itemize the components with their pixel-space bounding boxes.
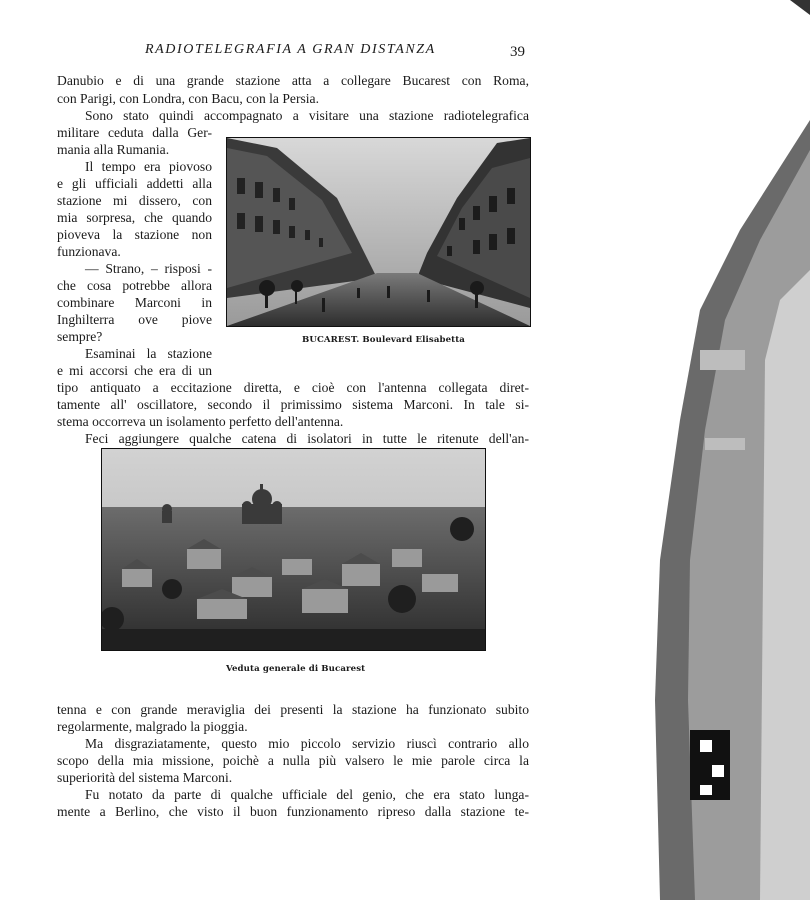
text-line: stazione mi dissero, con xyxy=(57,193,212,208)
text-line: Fu notato da parte di qualche ufficiale del genio, che era stato lunga- xyxy=(85,787,529,802)
text-line: stema occorreva un isolamento perfetto dell'antenna. xyxy=(57,414,344,429)
city-panorama-photo xyxy=(101,448,486,651)
text-line: funzionava. xyxy=(57,244,121,259)
text-line: tamente all' oscillatore, secondo il primissimo sistema Marconi. In tale si- xyxy=(57,397,529,412)
boulevard-photo xyxy=(226,137,531,327)
text-line: con Parigi, con Londra, con Bacu, con la Persia. xyxy=(57,91,319,106)
text-line: Ma disgraziatamente, questo mio piccolo servizio riuscì contrario allo xyxy=(85,736,529,751)
city-panorama-icon xyxy=(102,449,485,650)
text-line: Inghilterra ove piove xyxy=(57,312,212,327)
street-photo-icon xyxy=(227,138,530,326)
text-line: mania alla Rumania. xyxy=(57,142,170,157)
text-line: Il tempo era piovoso xyxy=(85,159,212,174)
text-line: mia sorpresa, che quando xyxy=(57,210,212,225)
text-line: tenna e con grande meraviglia dei presenti la stazione ha funzionato subito xyxy=(57,702,529,717)
running-title: RADIOTELEGRAFIA A GRAN DISTANZA xyxy=(145,42,436,57)
text-line: regolarmente, malgrado la pioggia. xyxy=(57,719,248,734)
text-line: mente a Berlino, che visto il buon funzionamento ripreso dalla stazione te- xyxy=(57,804,529,819)
text-line: Sono stato quindi accompagnato a visitare una stazione radiotelegrafica xyxy=(85,108,529,123)
text-line: e mi accorsi che era di un xyxy=(57,363,212,378)
text-line: tipo antiquato a eccitazione diretta, e cioè con l'antenna collegata diret- xyxy=(57,380,529,395)
text-line: pioveva la stazione non xyxy=(57,227,212,242)
text-line: Feci aggiungere qualche catena di isolatori in tutte le ritenute dell'an- xyxy=(85,431,529,446)
text-line: combinare Marconi in xyxy=(57,295,212,310)
text-line: sempre? xyxy=(57,329,103,344)
text-line: superiorità del sistema Marconi. xyxy=(57,770,233,785)
text-line: — Strano, – risposi - xyxy=(85,261,212,276)
text-line: militare ceduta dalla Ger- xyxy=(57,125,212,140)
text-line: Danubio e di una grande stazione atta a collegare Bucarest con Roma, xyxy=(57,73,529,88)
page-number: 39 xyxy=(510,44,525,60)
figure-caption: Veduta generale di Bucarest xyxy=(226,664,366,674)
figure-caption: BUCAREST. Boulevard Elisabetta xyxy=(302,335,465,345)
text-line: che cosa potrebbe allora xyxy=(57,278,212,293)
text-line: e gli ufficiali addetti alla xyxy=(57,176,212,191)
text-line: Esaminai la stazione xyxy=(85,346,212,361)
text-line: scopo della mia missione, poichè a nulla più valsero le mie parole circa la xyxy=(57,753,529,768)
